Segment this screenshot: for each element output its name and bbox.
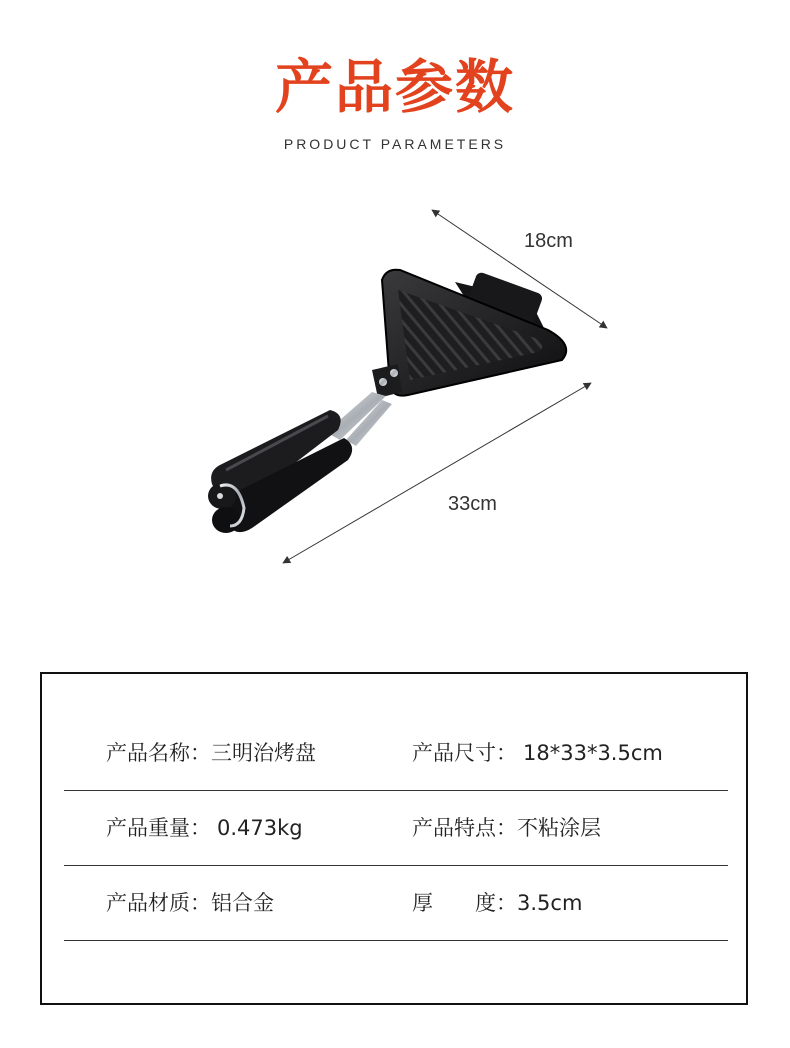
page-subtitle: PRODUCT PARAMETERS xyxy=(283,136,507,152)
param-row xyxy=(64,791,728,866)
param-label: 产品特点： xyxy=(412,816,517,840)
page-title: 产品参数 xyxy=(274,53,515,121)
rivet xyxy=(390,369,398,377)
param-label: 厚 度： xyxy=(412,891,517,915)
param-cell xyxy=(106,791,303,866)
param-label: 产品重量： xyxy=(106,816,211,840)
param-label: 产品名称： xyxy=(106,741,211,765)
handle-end-cap xyxy=(212,507,240,533)
param-cell xyxy=(412,716,663,791)
param-row xyxy=(64,716,728,791)
param-cell xyxy=(106,866,274,941)
param-row xyxy=(64,866,728,941)
param-cell xyxy=(106,716,316,791)
param-value: 不粘涂层 xyxy=(517,816,601,840)
param-cell xyxy=(412,791,601,866)
width-dimension-label: 18cm xyxy=(524,230,573,252)
param-value: 铝合金 xyxy=(211,891,274,915)
param-label: 产品材质： xyxy=(106,891,211,915)
param-value: 0.473kg xyxy=(217,816,303,840)
param-label: 产品尺寸： xyxy=(412,741,517,765)
param-value: 三明治烤盘 xyxy=(211,741,316,765)
param-cell xyxy=(412,866,582,941)
param-value: 18*33*3.5cm xyxy=(523,741,663,765)
length-dimension-label: 33cm xyxy=(448,493,497,515)
param-value: 3.5cm xyxy=(517,891,583,915)
hinge-bracket xyxy=(372,364,402,398)
rivet xyxy=(379,378,387,386)
parameters-table xyxy=(40,672,748,1005)
